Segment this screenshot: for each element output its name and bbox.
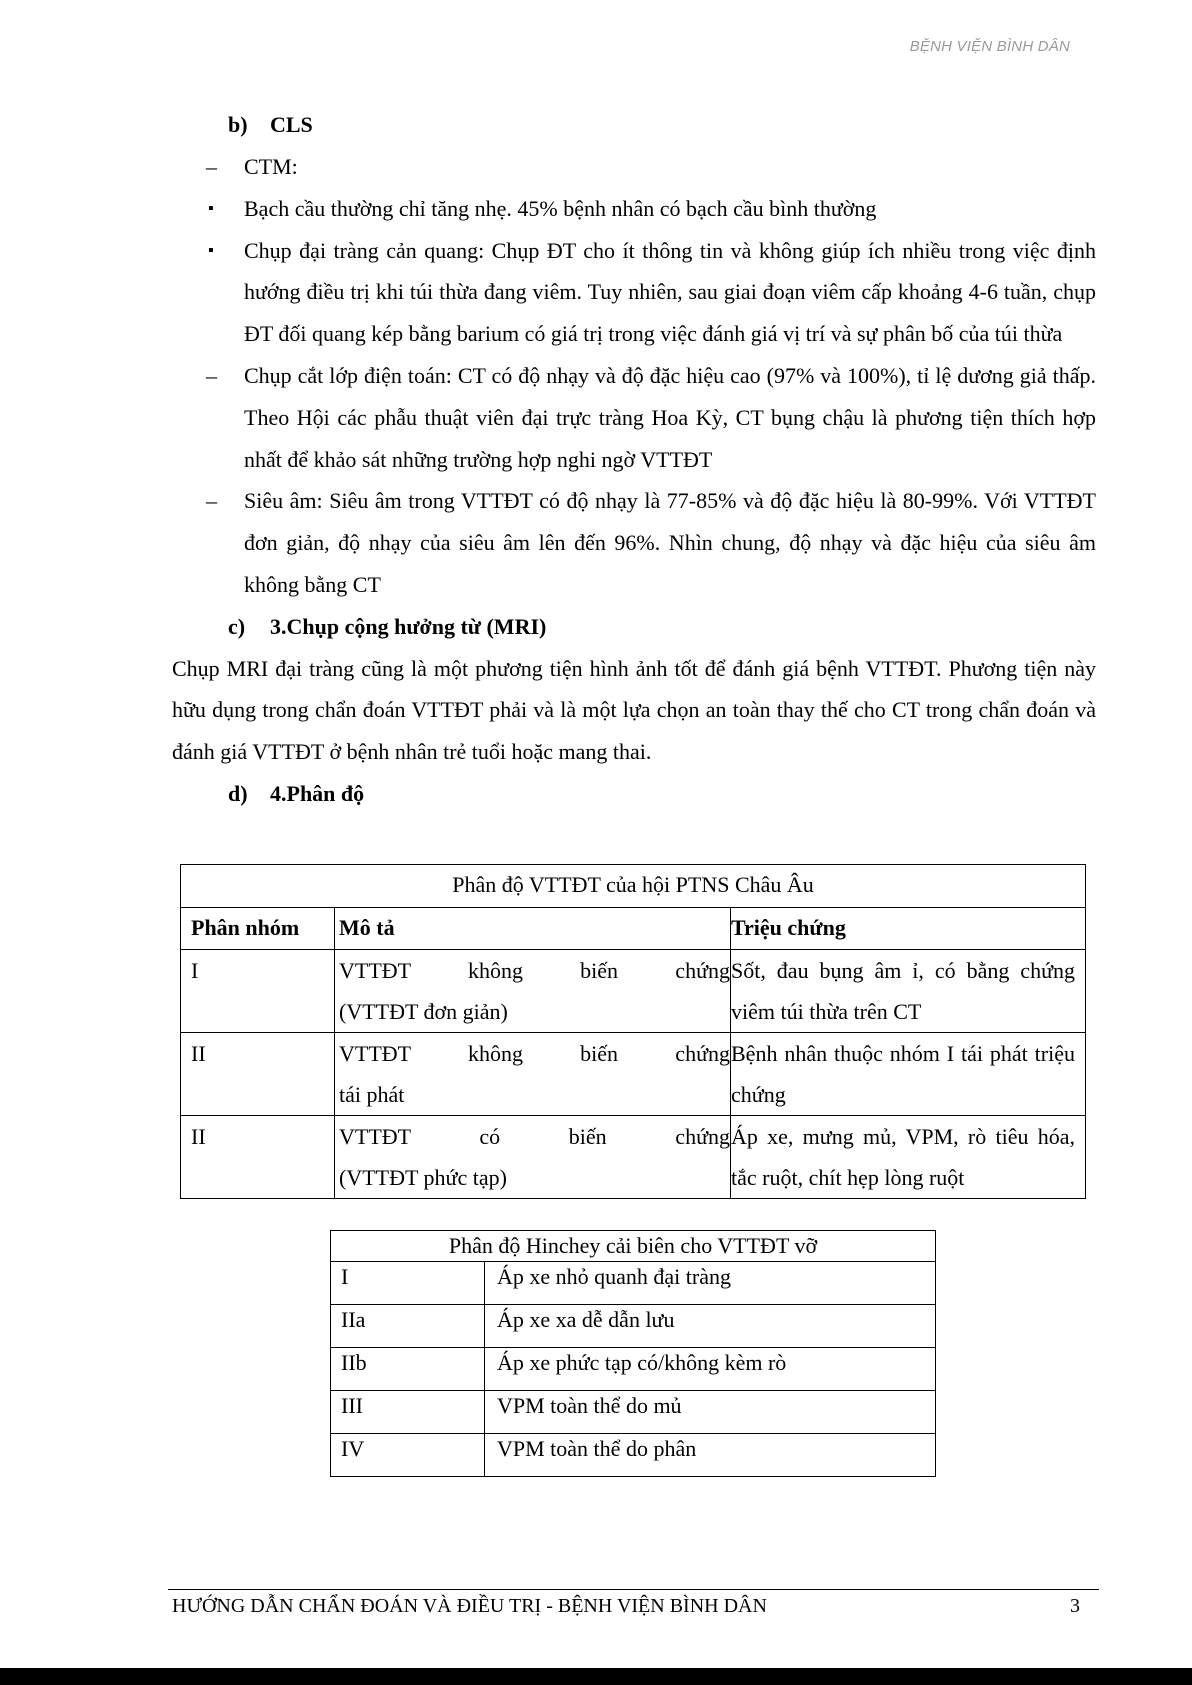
- symptom-cell: Áp xe, mưng mủ, VPM, rò tiêu hóa, tắc ruột, chít hẹp lòng ruột: [731, 1116, 1086, 1199]
- dash-bullet: –: [206, 154, 217, 179]
- section-b-heading: [172, 104, 1096, 146]
- section-c-title: 3.Chụp cộng hưởng từ (MRI): [270, 613, 547, 639]
- symptom-cell: Bệnh nhân thuộc nhóm I tái phát triệu chứng: [731, 1033, 1086, 1116]
- description-line: tái phát: [339, 1082, 405, 1107]
- section-d-heading: [172, 773, 1096, 815]
- page-content: [172, 104, 1096, 815]
- footer-divider: [168, 1589, 1099, 1590]
- table-row: [181, 950, 1086, 1033]
- description-line: (VTTĐT đơn giản): [339, 999, 508, 1024]
- grade-description-cell: VPM toàn thể do phân: [485, 1434, 936, 1477]
- grade-cell: I: [331, 1262, 485, 1305]
- list-item: [172, 355, 1096, 480]
- section-c-label: c): [228, 613, 246, 639]
- column-header: Phân nhóm: [181, 908, 335, 950]
- mri-paragraph: Chụp MRI đại tràng cũng là một phương tiện hình ảnh tốt để đánh giá bệnh VTTĐT. Phương tiện này hữu dụng trong chẩn đoán VTTĐT phải và là một lựa chọn an toàn thay thế cho CT trong chẩn đoán và đánh giá VTTĐT ở bệnh nhân trẻ tuổi hoặc mang thai.: [172, 655, 1096, 764]
- dash-bullet: –: [206, 362, 217, 388]
- running-header: BỆNH VIỆN BÌNH DÂN: [909, 38, 1070, 55]
- list-item: [172, 230, 1096, 355]
- description-line: (VTTĐT phức tạp): [339, 1165, 507, 1190]
- table-row: [331, 1434, 936, 1477]
- list-item-text: Chụp cắt lớp điện toán: CT có độ nhạy và độ đặc hiệu cao (97% và 100%), tỉ lệ dương giả thấp. Theo Hội các phẫu thuật viên đại trực tràng Hoa Kỳ, CT bụng chậu là phương tiện thích hợp nhất để khảo sát những trường hợp nghi ngờ VTTĐT: [244, 362, 1096, 472]
- dash-bullet: –: [206, 488, 217, 514]
- description-cell: [335, 1033, 731, 1116]
- grade-cell: III: [331, 1391, 485, 1434]
- table-row: [181, 1033, 1086, 1116]
- grade-cell: IV: [331, 1434, 485, 1477]
- description-line: VTTĐT có biến chứng: [339, 1124, 730, 1149]
- grade-cell: IIb: [331, 1348, 485, 1391]
- list-item-text: CTM:: [244, 154, 298, 179]
- grade-description-cell: Áp xe xa dễ dẫn lưu: [485, 1305, 936, 1348]
- grade-description-cell: Áp xe nhỏ quanh đại tràng: [485, 1262, 936, 1305]
- classification-table: [180, 864, 1086, 1199]
- table-caption: Phân độ Hinchey cải biên cho VTTĐT vỡ: [331, 1231, 936, 1262]
- group-cell: II: [181, 1116, 335, 1199]
- list-item-text: Chụp đại tràng cản quang: Chụp ĐT cho ít thông tin và không giúp ích nhiều trong việc định hướng điều trị khi túi thừa đang viêm. Tuy nhiên, sau giai đoạn viêm cấp khoảng 4-6 tuần, chụp ĐT đối quang kép bằng barium có giá trị trong việc đánh giá vị trí và sự phân bố của túi thừa: [244, 237, 1096, 347]
- list-item-text: Siêu âm: Siêu âm trong VTTĐT có độ nhạy là 77-85% và độ đặc hiệu là 80-99%. Với VTTĐT đơn giản, độ nhạy của siêu âm lên đến 96%. Nhìn chung, độ nhạy và đặc hiệu của siêu âm không bằng CT: [244, 488, 1096, 597]
- square-bullet-icon: ▪: [208, 241, 214, 259]
- hinchey-table: [330, 1230, 936, 1477]
- footer-title: HƯỚNG DẪN CHẨN ĐOÁN VÀ ĐIỀU TRỊ - BỆNH VIỆN BÌNH DÂN: [172, 1595, 767, 1617]
- description-cell: [335, 1116, 731, 1199]
- description-line: VTTĐT không biến chứng: [339, 958, 730, 983]
- section-d-label: d): [228, 780, 248, 806]
- table-row: [331, 1391, 936, 1434]
- group-cell: II: [181, 1033, 335, 1116]
- square-bullet-icon: ▪: [208, 199, 214, 217]
- section-c-heading: [172, 606, 1096, 648]
- section-d-title: 4.Phân độ: [270, 780, 365, 806]
- bottom-edge-bar: [0, 1668, 1192, 1685]
- description-cell: [335, 950, 731, 1033]
- section-b-label: b): [228, 112, 248, 137]
- page-number: 3: [1070, 1595, 1080, 1617]
- section-b-title: CLS: [270, 112, 313, 137]
- grade-description-cell: Áp xe phức tạp có/không kèm rò: [485, 1348, 936, 1391]
- list-item: [172, 188, 1096, 230]
- table-row: [181, 1116, 1086, 1199]
- table-row: [331, 1262, 936, 1305]
- list-item-text: Bạch cầu thường chỉ tăng nhẹ. 45% bệnh nhân có bạch cầu bình thường: [244, 195, 877, 221]
- list-item: [172, 480, 1096, 605]
- grade-cell: IIa: [331, 1305, 485, 1348]
- symptom-cell: Sốt, đau bụng âm ỉ, có bằng chứng viêm túi thừa trên CT: [731, 950, 1086, 1033]
- list-item: [172, 146, 1096, 188]
- table-row: [331, 1348, 936, 1391]
- group-cell: I: [181, 950, 335, 1033]
- column-header: Triệu chứng: [731, 908, 1086, 950]
- table-row: [331, 1305, 936, 1348]
- table-caption: Phân độ VTTĐT của hội PTNS Châu Âu: [181, 865, 1086, 908]
- column-header: Mô tả: [335, 908, 731, 950]
- grade-description-cell: VPM toàn thể do mủ: [485, 1391, 936, 1434]
- description-line: VTTĐT không biến chứng: [339, 1041, 730, 1066]
